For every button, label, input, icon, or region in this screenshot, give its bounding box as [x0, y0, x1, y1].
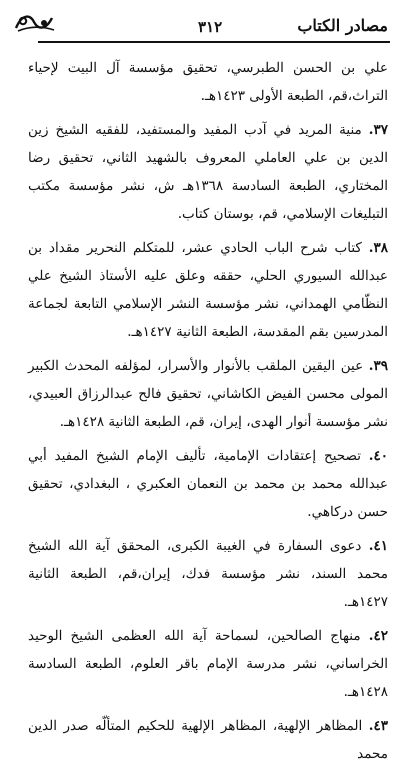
- bibliography-entry: [28, 622, 388, 706]
- bibliography-entry: [28, 352, 388, 436]
- bibliography-entry: [28, 116, 388, 228]
- running-title: مصادر الكتاب: [297, 16, 388, 35]
- entry-number: ٤٢.: [368, 628, 388, 644]
- entry-number: ٣٨.: [368, 240, 388, 256]
- entry-number: ٤٠.: [368, 448, 389, 464]
- entry-text: منهاج الصالحين، لسماحة آية الله العظمى الشيخ الوحيد الخراساني، نشر مدرسة الإمام باقر العلوم، الطبعة السادسة ١٤٢٨هـ.: [28, 628, 388, 700]
- entry-text: منية المريد في آدب المفيد والمستفيد، للفقيه الشيخ زين الدين بن علي العاملي المعروف بالشهيد الثاني، تحقيق رضا المختاري، الطبعة السادسة ١٣٦٨هـ ش، نشر مؤسسة مكتب التبليغات الإسلامي، قم، بوستان كتاب.: [28, 122, 388, 222]
- entry-number: ٤١.: [368, 538, 388, 554]
- entry-number: ٤٣.: [368, 718, 388, 734]
- entry-text: كتاب شرح الباب الحادي عشر، للمتكلم النحرير مقداد بن عبدالله السيوري الحلي، حققه وعلق عليه الأستاذ الشيخ علي النظّامي الهمداني، نشر مؤسسة النشر الإسلامي التابعة لجماعة المدرسين بقم المقدسة، الطبعة الثانية ١٤٢٧هـ.: [28, 240, 388, 340]
- header-rule: [38, 41, 390, 43]
- page-number: ٣١٢: [198, 18, 223, 36]
- bibliography-entry: [28, 442, 388, 526]
- bibliography-entry: [28, 54, 388, 110]
- bibliography-entry: [28, 532, 388, 616]
- entry-number: ٣٩.: [368, 358, 388, 374]
- page-header: [8, 4, 390, 44]
- entry-text: المظاهر الإلهية، المظاهر الإلهية للحكيم المتألّه صدر الدين محمد: [28, 718, 388, 762]
- bibliography-entry: [28, 712, 388, 768]
- entry-text: علي بن الحسن الطبرسي، تحقيق مؤسسة آل البيت لإحياء التراث،قم، الطبعة الأولى ١٤٢٣هـ.: [28, 60, 388, 104]
- bibliography-list: [28, 54, 388, 774]
- ornament-icon: [14, 10, 56, 34]
- entry-text: عين اليقين الملقب بالأنوار والأسرار، لمؤلفه المحدث الكبير المولى محسن الفيض الكاشاني، تحقيق فالح عبدالرزاق العبيدي، نشر مؤسسة أنوار الهدى، إيران، قم، الطبعة الثانية ١٤٢٨هـ.: [28, 358, 388, 430]
- bibliography-entry: [28, 234, 388, 346]
- entry-text: تصحيح إعتقادات الإمامية، تأليف الإمام الشيخ المفيد أبي عبدالله محمد بن محمد بن النعمان العكبري ، البغدادي، تحقيق حسن دركاهي.: [28, 448, 388, 520]
- entry-number: ٣٧.: [368, 122, 388, 138]
- entry-text: دعوى السفارة في الغيبة الكبرى، المحقق آية الله الشيخ محمد السند، نشر مؤسسة فدك، إيران،قم، الطبعة الثانية ١٤٢٧هـ.: [28, 538, 388, 610]
